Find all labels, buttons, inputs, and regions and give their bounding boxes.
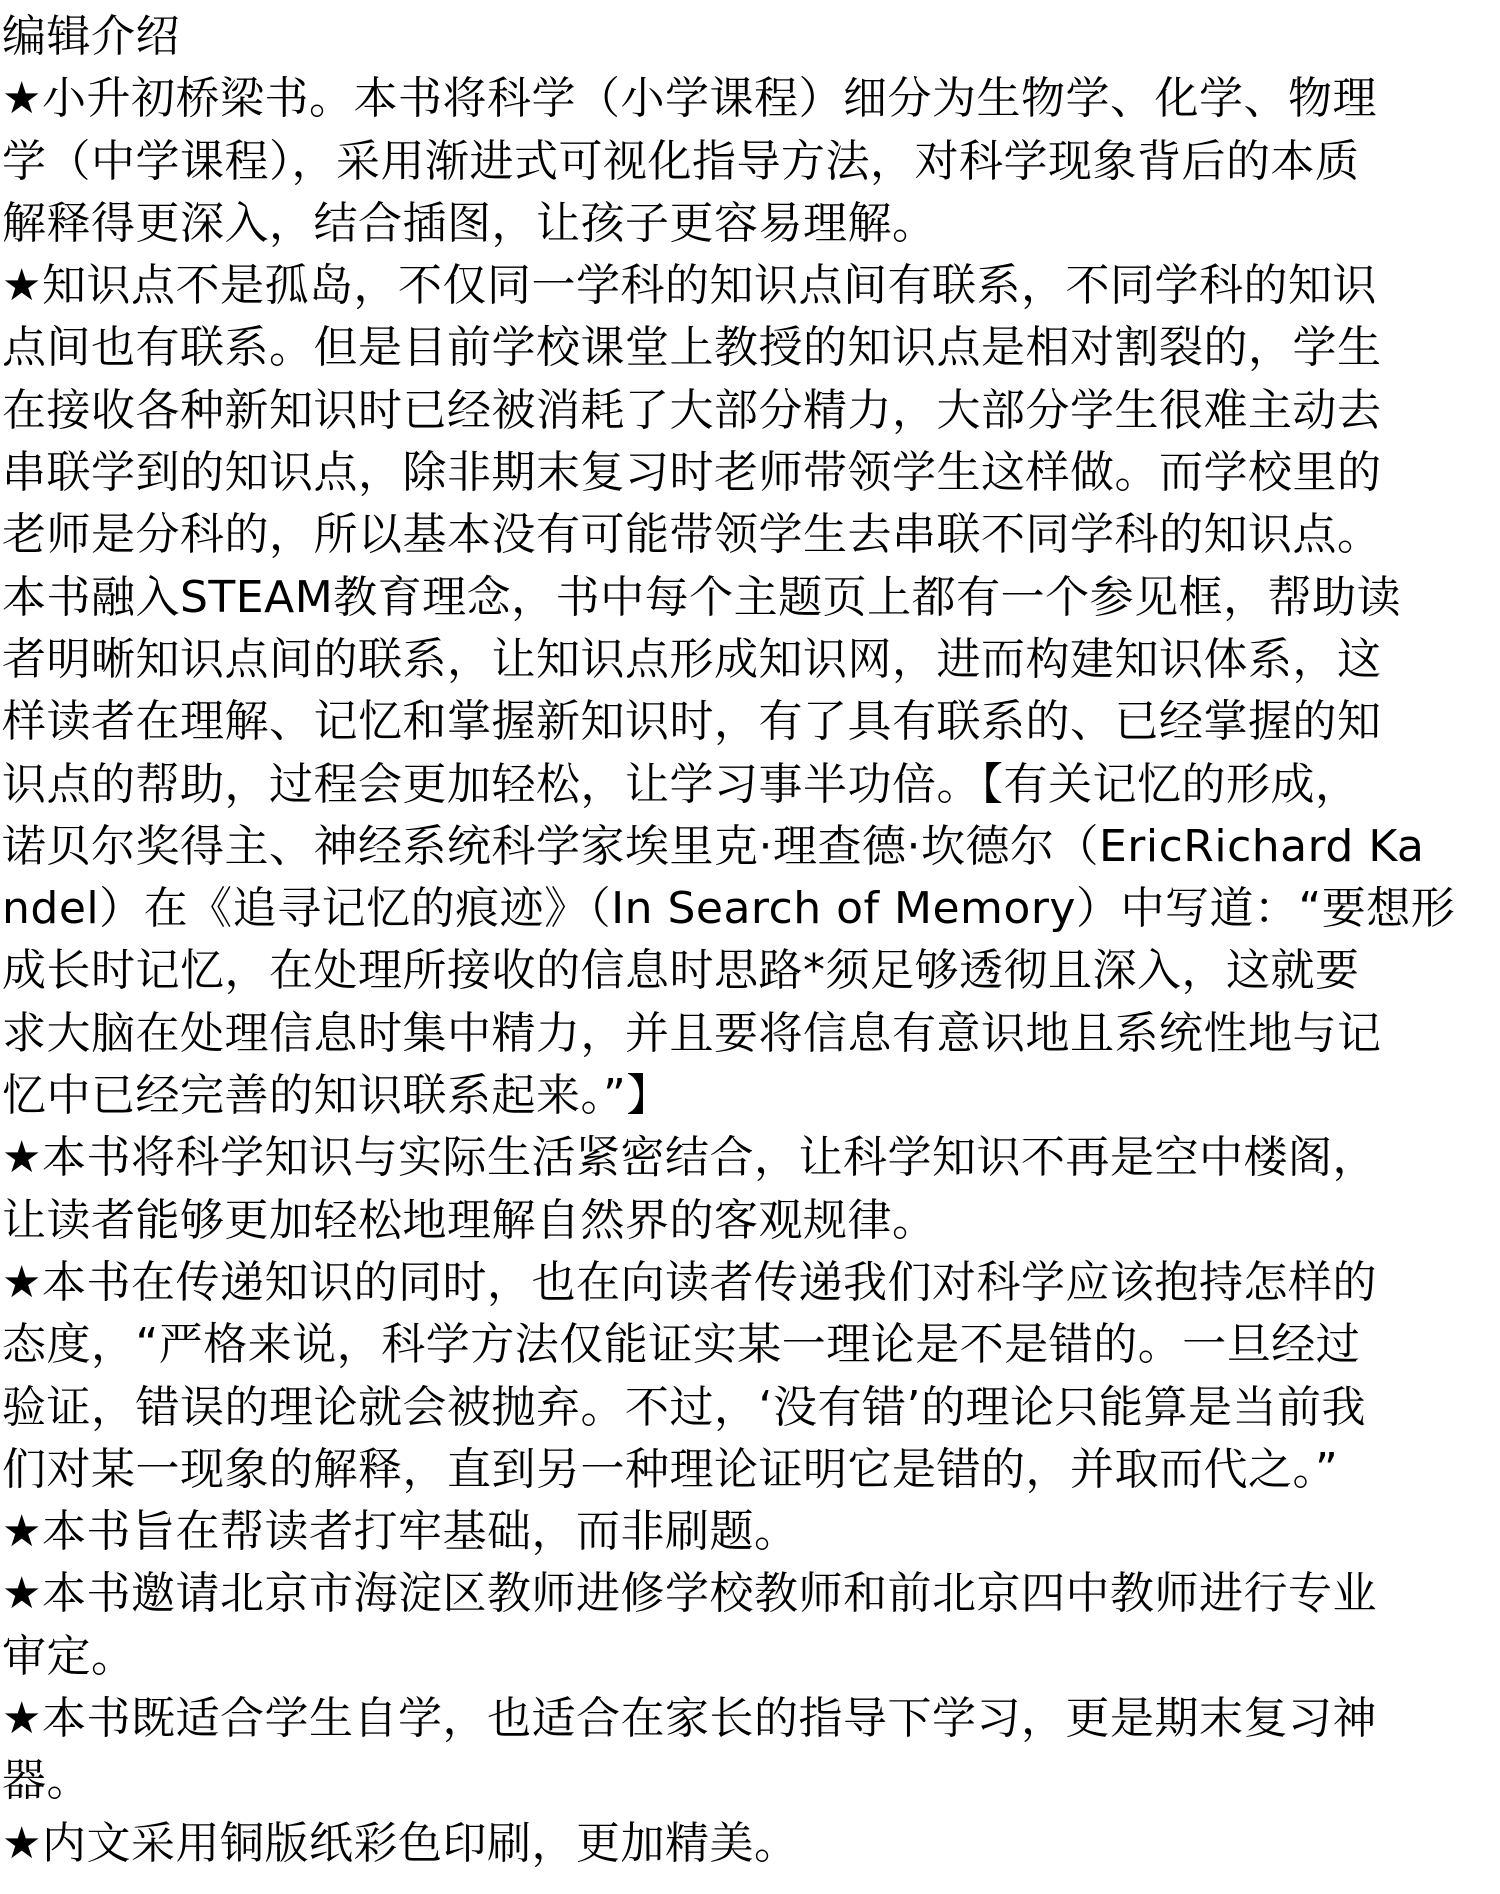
text-line-10: 者明晰知识点间的联系，让知识点形成知识网，进而构建知识体系，这 — [2, 633, 1382, 685]
text-line-17: 忆中已经完善的知识联系起来。”】 — [2, 1070, 671, 1122]
text-line-4: ★知识点不是孤岛，不仅同一学科的知识点间有联系，不同学科的知识 — [2, 260, 1377, 312]
text-line-25: ★本书邀请北京市海淀区教师进修学校教师和前北京四中教师进行专业 — [2, 1568, 1377, 1620]
document-body — [2, 6, 1500, 1875]
text-line-28: 器。 — [2, 1755, 91, 1807]
text-line-16: 求大脑在处理信息时集中精力，并且要将信息有意识地且系统性地与记 — [2, 1007, 1382, 1059]
text-line-9: 本书融入STEAM教育理念，书中每个主题页上都有一个参见框，帮助读 — [2, 571, 1402, 623]
text-line-22: 验证，错误的理论就会被抛弃。不过，‘没有错’的理论只能算是当前我 — [2, 1381, 1366, 1433]
text-line-14: ndel）在《追寻记忆的痕迹》（In Search of Memory）中写道：“要想形 — [2, 883, 1456, 935]
text-line-19: 让读者能够更加轻松地理解自然界的客观规律。 — [2, 1194, 937, 1246]
text-line-26: 审定。 — [2, 1630, 136, 1682]
text-line-20: ★本书在传递知识的同时，也在向读者传递我们对科学应该抱持怎样的 — [2, 1256, 1377, 1308]
text-line-18: ★本书将科学知识与实际生活紧密结合，让科学知识不再是空中楼阁， — [2, 1132, 1377, 1184]
document-title: 编辑介绍 — [2, 11, 180, 62]
text-line-1: ★小升初桥梁书。本书将科学（小学课程）细分为生物学、化学、物理 — [2, 73, 1377, 125]
text-line-7: 串联学到的知识点，除非期末复习时老师带领学生这样做。而学校里的 — [2, 447, 1382, 499]
text-line-12: 识点的帮助，过程会更加轻松，让学习事半功倍。【有关记忆的形成， — [2, 758, 1360, 810]
text-line-27: ★本书既适合学生自学，也适合在家长的指导下学习，更是期末复习神 — [2, 1693, 1377, 1745]
text-line-5: 点间也有联系。但是目前学校课堂上教授的知识点是相对割裂的，学生 — [2, 322, 1382, 374]
text-line-3: 解释得更深入，结合插图，让孩子更容易理解。 — [2, 197, 937, 249]
text-line-6: 在接收各种新知识时已经被消耗了大部分精力，大部分学生很难主动去 — [2, 384, 1382, 436]
text-line-21: 态度，“严格来说，科学方法仅能证实某一理论是不是错的。一旦经过 — [2, 1319, 1361, 1371]
text-line-13: 诺贝尔奖得主、神经系统科学家埃里克·理查德·坎德尔（EricRichard Ka — [2, 820, 1425, 872]
text-line-11: 样读者在理解、记忆和掌握新知识时，有了具有联系的、已经掌握的知 — [2, 696, 1382, 748]
text-line-8: 老师是分科的，所以基本没有可能带领学生去串联不同学科的知识点。 — [2, 509, 1382, 561]
text-line-24: ★本书旨在帮读者打牢基础，而非刷题。 — [2, 1506, 799, 1558]
text-line-23: 们对某一现象的解释，直到另一种理论证明它是错的，并取而代之。” — [2, 1443, 1339, 1495]
text-line-15: 成长时记忆，在处理所接收的信息时思路*须足够透彻且深入，这就要 — [2, 945, 1360, 997]
text-line-2: 学（中学课程），采用渐进式可视化指导方法，对科学现象背后的本质 — [2, 135, 1360, 187]
text-line-29: ★内文采用铜版纸彩色印刷，更加精美。 — [2, 1817, 799, 1869]
